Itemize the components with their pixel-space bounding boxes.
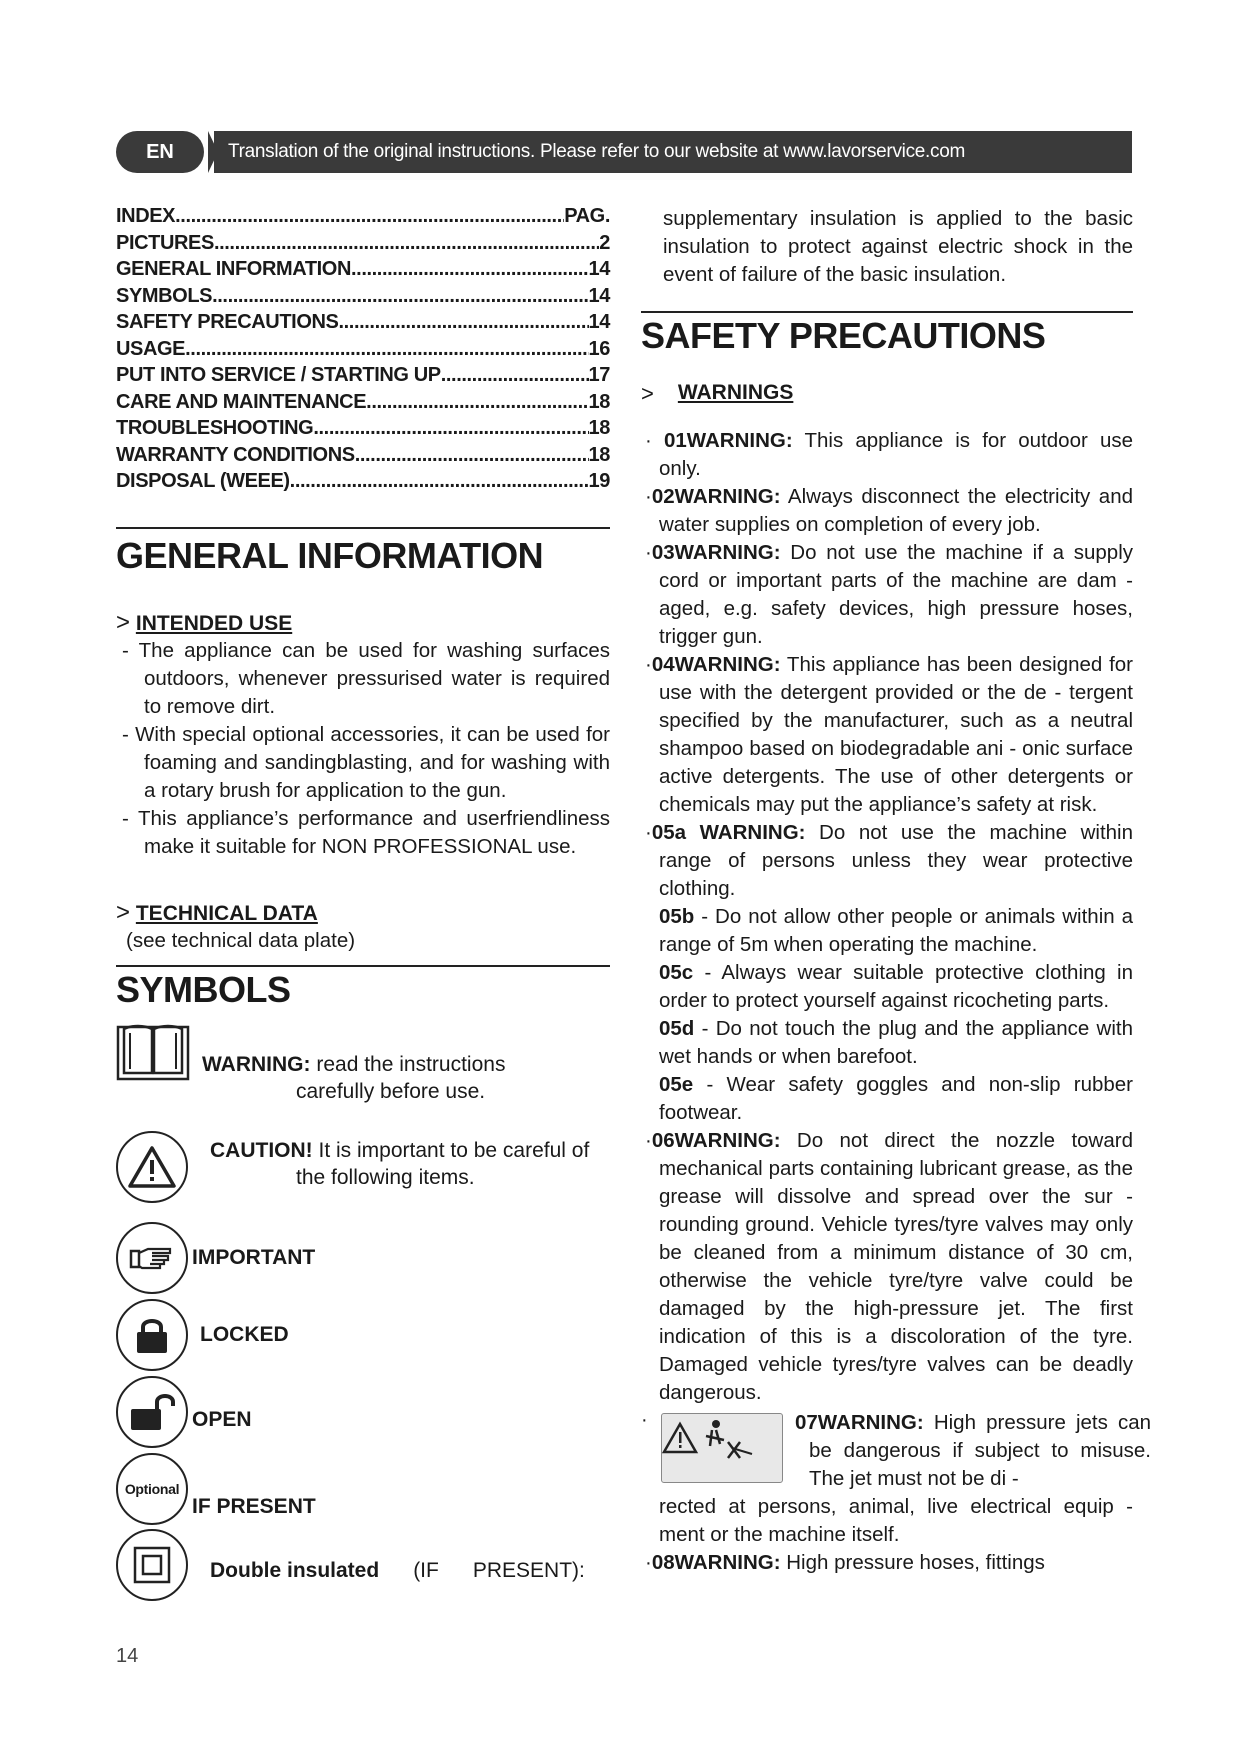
toc-item[interactable]	[116, 468, 610, 495]
header-banner	[116, 131, 1132, 173]
bullet: ·	[645, 485, 652, 508]
jet-danger-icon	[662, 1414, 782, 1482]
warning-label: 03WARNING:	[651, 541, 781, 564]
double-insulated-if: (IF	[413, 1559, 439, 1582]
toc-page: 14	[588, 258, 610, 280]
toc-label: CARE AND MAINTENANCE	[116, 390, 367, 413]
toc-page: 2	[599, 231, 610, 254]
toc-page: 18	[588, 390, 610, 413]
toc-page: 14	[588, 311, 610, 333]
warning-text: This appliance has been designed for use with the detergent provided or the de - tergent specified by the manufacturer, such as a neutral shampoo based on biodegradable ani - onic surface active detergents. The use of other detergents or chemicals may put the appliance’s safety at risk.	[659, 653, 1133, 816]
section-divider	[641, 311, 1133, 313]
toc-item[interactable]	[116, 336, 610, 363]
warning-subitem	[641, 903, 1133, 959]
caution-label: CAUTION!	[210, 1138, 313, 1162]
double-insulated-label: Double insulated	[210, 1559, 380, 1582]
toc-item[interactable]	[116, 415, 610, 442]
table-of-contents	[116, 203, 610, 495]
warnings-heading	[641, 381, 1133, 407]
warnings-list	[641, 427, 1151, 1577]
toc-label: GENERAL INFORMATION	[116, 258, 351, 280]
toc-label: USAGE	[116, 337, 186, 360]
symbol-open-row	[116, 1376, 252, 1448]
warning-label: 06WARNING:	[651, 1129, 781, 1152]
bullet: ·	[641, 1409, 648, 1431]
symbol-caution-row	[116, 1131, 188, 1203]
continuation-paragraph: supplementary insulation is applied to the basic insulation to protect against electric shock in the event of failure of the basic insulation.	[663, 207, 1133, 286]
warning-label: 01WARNING:	[651, 429, 793, 452]
lock-closed-icon	[116, 1299, 188, 1371]
symbol-double-insulated-row	[116, 1529, 585, 1601]
warning-text: High pressure jets can be dangerous if subject to misuse. The jet must not be di -	[809, 1411, 1151, 1490]
bullet: ·	[645, 429, 652, 452]
toc-page: 16	[588, 337, 610, 360]
symbol-warning-text	[202, 1051, 505, 1105]
warning-text: Do not use the machine within range of persons unless they wear protective clothing.	[659, 821, 1133, 900]
arrow-marker: >	[641, 381, 654, 406]
warning-text: This appliance is for outdoor use only.	[659, 429, 1133, 480]
locked-label: LOCKED	[200, 1323, 289, 1346]
warning-subitem	[641, 1015, 1133, 1071]
warning-item	[641, 539, 1133, 651]
warning-label: 07WARNING:	[795, 1411, 924, 1434]
warning-07-continued: rected at persons, animal, live electrical equip - ment or the machine itself.	[659, 1495, 1133, 1546]
toc-label: SAFETY PRECAUTIONS	[116, 311, 339, 333]
toc-page: 18	[588, 417, 610, 439]
toc-item[interactable]	[116, 203, 610, 230]
bullet: ·	[645, 1551, 652, 1574]
symbol-optional-row	[116, 1453, 316, 1525]
optional-icon	[116, 1453, 188, 1525]
toc-label: TROUBLESHOOTING	[116, 417, 314, 439]
warning-label: 05c	[659, 961, 694, 984]
intended-use-heading	[116, 609, 610, 637]
bullet: ·	[645, 1129, 652, 1152]
warning-label: 05b	[659, 905, 695, 928]
symbols-list	[116, 1011, 610, 1611]
double-insulated-icon	[116, 1529, 188, 1601]
warning-label: 04WARNING:	[651, 653, 781, 676]
warning-text-line: carefully before use.	[296, 1079, 486, 1103]
left-column	[116, 203, 610, 1611]
warning-text: - Wear safety goggles and non-slip rubber footwear.	[659, 1073, 1133, 1124]
toc-item[interactable]	[116, 389, 610, 416]
bullet: ·	[645, 541, 652, 564]
warning-item	[641, 483, 1133, 539]
section-divider	[116, 965, 610, 967]
warning-label: 08WARNING:	[651, 1551, 781, 1574]
warning-item	[641, 1127, 1133, 1407]
warning-text-line: read the instructions	[316, 1052, 506, 1076]
warning-07-block	[641, 1409, 1151, 1493]
symbol-warning-row	[116, 1019, 190, 1081]
page-number: 14	[116, 1645, 139, 1667]
warning-text: High pressure hoses, fittings	[786, 1551, 1045, 1574]
intended-use-label: INTENDED USE	[135, 611, 293, 635]
language-badge: EN	[116, 131, 204, 173]
caution-text-line: the following items.	[296, 1165, 475, 1189]
warning-label: 05a WARNING:	[651, 821, 806, 844]
toc-label: INDEX	[116, 205, 176, 227]
toc-label: PUT INTO SERVICE / STARTING UP	[116, 364, 441, 386]
warning-text: - Do not allow other people or animals within a range of 5m when operating the machine.	[659, 905, 1133, 956]
optional-icon-text: Optional	[124, 1480, 180, 1497]
intended-use-bullet: - The appliance can be used for washing surfaces outdoors, whenever pressurised water is required to remove dirt.	[122, 638, 610, 718]
arrow-marker: >	[116, 608, 131, 636]
technical-data-note: (see technical data plate)	[126, 928, 356, 952]
double-insulated-present: PRESENT):	[472, 1559, 585, 1582]
technical-data-label: TECHNICAL DATA	[135, 901, 318, 925]
toc-label: DISPOSAL (WEEE)	[116, 470, 290, 492]
toc-page: 14	[588, 284, 610, 307]
lock-open-icon	[116, 1376, 188, 1448]
warning-label: 02WARNING:	[651, 485, 781, 508]
warning-text: Always disconnect the electricity and water supplies on completion of every job.	[659, 485, 1133, 536]
if-present-label: IF PRESENT	[192, 1495, 316, 1518]
open-label: OPEN	[192, 1408, 252, 1431]
safety-precautions-title: SAFETY PRECAUTIONS	[641, 315, 1046, 356]
symbol-locked-row	[116, 1299, 289, 1371]
bullet: ·	[645, 821, 652, 844]
toc-item[interactable]	[116, 283, 610, 310]
toc-item[interactable]	[116, 442, 610, 469]
toc-item[interactable]	[116, 256, 610, 283]
warning-subitem	[641, 1071, 1133, 1127]
symbol-important-row	[116, 1222, 315, 1294]
warning-item	[641, 651, 1133, 819]
warning-item	[641, 427, 1133, 483]
warning-text: - Do not touch the plug and the appliance with wet hands or when barefoot.	[659, 1017, 1133, 1068]
toc-item[interactable]	[116, 362, 610, 389]
jet-danger-pictogram	[661, 1413, 783, 1483]
warning-07-text	[791, 1409, 1151, 1493]
toc-page: 18	[588, 443, 610, 466]
caution-icon	[116, 1131, 188, 1203]
important-label: IMPORTANT	[192, 1246, 316, 1269]
warning-text: Do not direct the nozzle toward mechanical parts containing lubricant grease, as the grease will dissolve and spread over the sur - rounding ground. Vehicle tyres/tyre valves may only be cleaned from a minimum distance of 30 cm, otherwise the vehicle tyre/tyre valve could be damaged by the high-pressure jet. The first indication of this is a discoloration of the tyre. Damaged vehicle tyres/tyre valves can be deadly dangerous.	[659, 1129, 1133, 1404]
symbol-caution-text	[210, 1137, 589, 1191]
warning-subitem	[641, 959, 1133, 1015]
toc-page: PAG.	[564, 205, 610, 227]
banner-text: Translation of the original instructions. Please refer to our website at www.lavorservice.com	[214, 131, 1132, 173]
general-information-title: GENERAL INFORMATION	[116, 534, 544, 576]
section-divider	[116, 527, 610, 529]
bullet: ·	[645, 653, 652, 676]
right-column	[641, 205, 1151, 1577]
symbols-title: SYMBOLS	[116, 968, 291, 1010]
warning-item	[641, 1549, 1133, 1577]
pointing-hand-icon	[116, 1222, 188, 1294]
toc-label: SYMBOLS	[116, 284, 213, 307]
warning-item	[641, 819, 1133, 903]
warning-label: 05d	[659, 1017, 695, 1040]
caution-text-line: It is important to be careful of	[318, 1138, 590, 1162]
toc-page: 19	[588, 470, 610, 492]
technical-data-heading	[116, 899, 610, 927]
warning-label: WARNING:	[202, 1052, 311, 1076]
toc-label: WARRANTY CONDITIONS	[116, 443, 355, 466]
warning-text: Do not use the machine if a supply cord or important parts of the machine are dam - aged, e.g. safety devices, high pressure hoses, trigger gun.	[659, 541, 1133, 648]
warnings-label: WARNINGS	[677, 381, 794, 404]
intended-use-bullet: - This appliance’s performance and userfriendliness make it suitable for NON PROFESSIONAL use.	[122, 806, 610, 858]
warning-text: - Always wear suitable protective clothing in order to protect yourself against ricocheting parts.	[659, 961, 1133, 1012]
intended-use-bullet: - With special optional accessories, it can be used for foaming and sandingblasting, and for washing with a rotary brush for application to the gun.	[122, 722, 610, 802]
book-icon	[116, 1019, 190, 1081]
toc-label: PICTURES	[116, 231, 214, 254]
warning-label: 05e	[659, 1073, 694, 1096]
toc-item[interactable]	[116, 309, 610, 336]
toc-item[interactable]	[116, 230, 610, 257]
arrow-marker: >	[116, 898, 131, 926]
toc-page: 17	[588, 364, 610, 386]
